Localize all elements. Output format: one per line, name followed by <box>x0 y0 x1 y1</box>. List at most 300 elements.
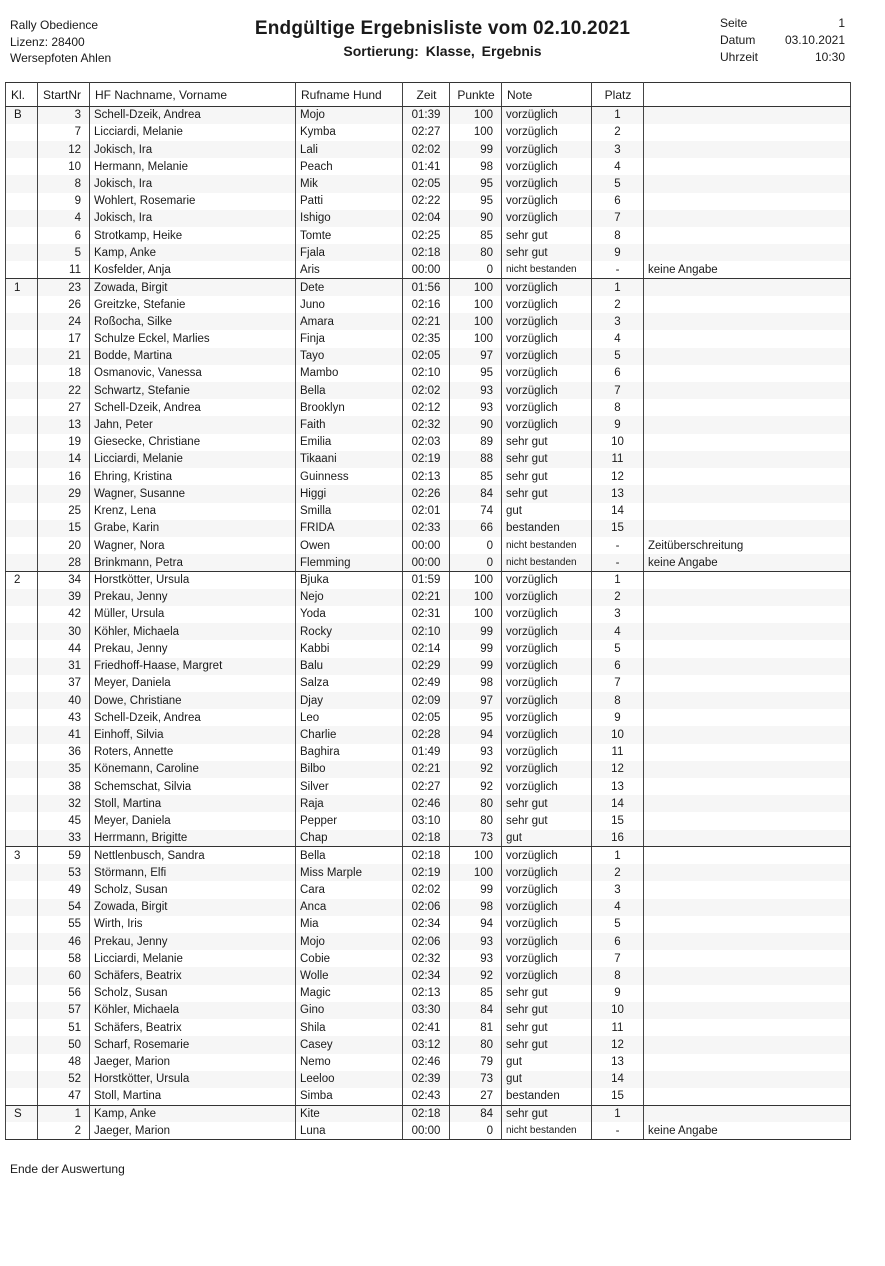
dog-name: Flemming <box>296 554 403 571</box>
class-label <box>6 244 38 261</box>
remark <box>644 158 851 175</box>
run-time: 03:10 <box>403 812 450 829</box>
meta-value: 10:30 <box>814 50 845 64</box>
remark <box>644 1002 851 1019</box>
start-number: 46 <box>38 933 90 950</box>
rank: 5 <box>592 348 644 365</box>
table-row <box>6 1054 851 1071</box>
grade: vorzüglich <box>502 933 592 950</box>
table-row <box>6 382 851 399</box>
rank: 2 <box>592 296 644 313</box>
class-label <box>6 175 38 192</box>
col-header-class: Kl. <box>6 83 38 107</box>
rank: 15 <box>592 812 644 829</box>
points: 0 <box>450 554 502 571</box>
grade: gut <box>502 830 592 847</box>
remark: keine Angabe <box>644 1122 851 1139</box>
table-row <box>6 399 851 416</box>
table-row <box>6 675 851 692</box>
rank: 16 <box>592 830 644 847</box>
col-header-grade: Note <box>502 83 592 107</box>
dog-name: Faith <box>296 416 403 433</box>
table-row <box>6 244 851 261</box>
results-body <box>6 107 851 1140</box>
dog-name: Mojo <box>296 933 403 950</box>
points: 98 <box>450 675 502 692</box>
grade: sehr gut <box>502 1036 592 1053</box>
run-time: 02:32 <box>403 950 450 967</box>
class-label <box>6 761 38 778</box>
remark <box>644 709 851 726</box>
handler-name: Jokisch, Ira <box>90 210 296 227</box>
handler-name: Dowe, Christiane <box>90 692 296 709</box>
class-label <box>6 382 38 399</box>
class-label <box>6 451 38 468</box>
run-time: 01:39 <box>403 107 450 124</box>
remark <box>644 107 851 124</box>
rank: 8 <box>592 227 644 244</box>
table-row <box>6 520 851 537</box>
table-row <box>6 141 851 158</box>
grade: vorzüglich <box>502 399 592 416</box>
col-header-rank: Platz <box>592 83 644 107</box>
start-number: 1 <box>38 1105 90 1122</box>
remark <box>644 812 851 829</box>
handler-name: Osmanovic, Vanessa <box>90 365 296 382</box>
run-time: 02:05 <box>403 175 450 192</box>
points: 93 <box>450 933 502 950</box>
start-number: 60 <box>38 967 90 984</box>
remark <box>644 1088 851 1105</box>
handler-name: Schwartz, Stefanie <box>90 382 296 399</box>
run-time: 02:34 <box>403 916 450 933</box>
dog-name: Rocky <box>296 623 403 640</box>
table-row <box>6 812 851 829</box>
start-number: 41 <box>38 726 90 743</box>
dog-name: Owen <box>296 537 403 554</box>
class-label <box>6 623 38 640</box>
table-row <box>6 589 851 606</box>
rank: 6 <box>592 193 644 210</box>
run-time: 02:33 <box>403 520 450 537</box>
rank: - <box>592 1122 644 1139</box>
table-row <box>6 468 851 485</box>
points: 79 <box>450 1054 502 1071</box>
table-row <box>6 709 851 726</box>
col-header-dog: Rufname Hund <box>296 83 403 107</box>
dog-name: Kabbi <box>296 640 403 657</box>
remark <box>644 744 851 761</box>
class-label <box>6 658 38 675</box>
rank: 7 <box>592 950 644 967</box>
dog-name: Baghira <box>296 744 403 761</box>
points: 0 <box>450 261 502 278</box>
dog-name: Gino <box>296 1002 403 1019</box>
start-number: 57 <box>38 1002 90 1019</box>
remark <box>644 485 851 502</box>
grade: sehr gut <box>502 795 592 812</box>
rank: 2 <box>592 124 644 141</box>
points: 93 <box>450 399 502 416</box>
run-time: 02:34 <box>403 967 450 984</box>
grade: vorzüglich <box>502 692 592 709</box>
table-row <box>6 365 851 382</box>
start-number: 20 <box>38 537 90 554</box>
start-number: 4 <box>38 210 90 227</box>
rank: 9 <box>592 416 644 433</box>
rank: 8 <box>592 692 644 709</box>
start-number: 58 <box>38 950 90 967</box>
remark <box>644 899 851 916</box>
handler-name: Roters, Annette <box>90 744 296 761</box>
handler-name: Prekau, Jenny <box>90 933 296 950</box>
grade: vorzüglich <box>502 141 592 158</box>
handler-name: Schäfers, Beatrix <box>90 1019 296 1036</box>
rank: 4 <box>592 623 644 640</box>
handler-name: Horstkötter, Ursula <box>90 1071 296 1088</box>
grade: vorzüglich <box>502 658 592 675</box>
start-number: 55 <box>38 916 90 933</box>
handler-name: Stoll, Martina <box>90 795 296 812</box>
table-row <box>6 158 851 175</box>
run-time: 02:41 <box>403 1019 450 1036</box>
remark <box>644 468 851 485</box>
points: 97 <box>450 692 502 709</box>
start-number: 6 <box>38 227 90 244</box>
run-time: 02:39 <box>403 1071 450 1088</box>
points: 100 <box>450 330 502 347</box>
start-number: 9 <box>38 193 90 210</box>
rank: - <box>592 554 644 571</box>
rank: 3 <box>592 606 644 623</box>
rank: 7 <box>592 210 644 227</box>
grade: vorzüglich <box>502 107 592 124</box>
start-number: 17 <box>38 330 90 347</box>
col-header-points: Punkte <box>450 83 502 107</box>
grade: vorzüglich <box>502 571 592 588</box>
run-time: 02:27 <box>403 778 450 795</box>
points: 95 <box>450 193 502 210</box>
class-label <box>6 830 38 847</box>
handler-name: Greitzke, Stefanie <box>90 296 296 313</box>
meta-label: Seite <box>720 16 748 30</box>
grade: vorzüglich <box>502 726 592 743</box>
rank: 10 <box>592 434 644 451</box>
start-number: 47 <box>38 1088 90 1105</box>
dog-name: Salza <box>296 675 403 692</box>
run-time: 02:05 <box>403 709 450 726</box>
remark <box>644 916 851 933</box>
dog-name: Amara <box>296 313 403 330</box>
rank: - <box>592 537 644 554</box>
table-row <box>6 210 851 227</box>
remark <box>644 313 851 330</box>
table-row <box>6 485 851 502</box>
points: 100 <box>450 571 502 588</box>
start-number: 48 <box>38 1054 90 1071</box>
start-number: 10 <box>38 158 90 175</box>
class-label <box>6 124 38 141</box>
table-row <box>6 416 851 433</box>
rank: 7 <box>592 382 644 399</box>
grade: vorzüglich <box>502 778 592 795</box>
handler-name: Hermann, Melanie <box>90 158 296 175</box>
remark <box>644 606 851 623</box>
handler-name: Wohlert, Rosemarie <box>90 193 296 210</box>
col-header-time: Zeit <box>403 83 450 107</box>
dog-name: Miss Marple <box>296 864 403 881</box>
class-label <box>6 881 38 898</box>
grade: vorzüglich <box>502 640 592 657</box>
start-number: 13 <box>38 416 90 433</box>
rank: 3 <box>592 141 644 158</box>
run-time: 02:02 <box>403 382 450 399</box>
dog-name: Cobie <box>296 950 403 967</box>
rank: 3 <box>592 881 644 898</box>
grade: sehr gut <box>502 451 592 468</box>
points: 73 <box>450 1071 502 1088</box>
handler-name: Grabe, Karin <box>90 520 296 537</box>
points: 73 <box>450 830 502 847</box>
rank: 4 <box>592 158 644 175</box>
handler-name: Wagner, Nora <box>90 537 296 554</box>
grade: vorzüglich <box>502 589 592 606</box>
grade: vorzüglich <box>502 675 592 692</box>
points: 100 <box>450 847 502 864</box>
handler-name: Köhler, Michaela <box>90 1002 296 1019</box>
handler-name: Horstkötter, Ursula <box>90 571 296 588</box>
class-label <box>6 503 38 520</box>
class-label <box>6 537 38 554</box>
meta-value: 03.10.2021 <box>784 33 845 47</box>
organizer-line: Rally Obedience <box>10 18 99 32</box>
class-label <box>6 812 38 829</box>
dog-name: Mambo <box>296 365 403 382</box>
remark <box>644 330 851 347</box>
run-time: 02:13 <box>403 985 450 1002</box>
start-number: 5 <box>38 244 90 261</box>
dog-name: Bella <box>296 847 403 864</box>
class-label <box>6 1019 38 1036</box>
class-label <box>6 795 38 812</box>
rank: 11 <box>592 744 644 761</box>
table-row <box>6 916 851 933</box>
remark <box>644 830 851 847</box>
handler-name: Jokisch, Ira <box>90 141 296 158</box>
handler-name: Herrmann, Brigitte <box>90 830 296 847</box>
handler-name: Schell-Dzeik, Andrea <box>90 709 296 726</box>
class-label <box>6 210 38 227</box>
class-label <box>6 933 38 950</box>
handler-name: Schulze Eckel, Marlies <box>90 330 296 347</box>
run-time: 02:26 <box>403 485 450 502</box>
grade: sehr gut <box>502 227 592 244</box>
rank: 6 <box>592 933 644 950</box>
remark <box>644 1071 851 1088</box>
rank: 8 <box>592 399 644 416</box>
table-row <box>6 554 851 571</box>
handler-name: Könemann, Caroline <box>90 761 296 778</box>
remark <box>644 589 851 606</box>
run-time: 00:00 <box>403 537 450 554</box>
remark <box>644 399 851 416</box>
class-label <box>6 589 38 606</box>
start-number: 33 <box>38 830 90 847</box>
run-time: 02:35 <box>403 330 450 347</box>
points: 99 <box>450 640 502 657</box>
remark <box>644 640 851 657</box>
rank: 15 <box>592 1088 644 1105</box>
points: 88 <box>450 451 502 468</box>
remark <box>644 658 851 675</box>
col-header-remark <box>644 83 851 107</box>
points: 100 <box>450 313 502 330</box>
class-label <box>6 1071 38 1088</box>
table-row <box>6 899 851 916</box>
grade: sehr gut <box>502 468 592 485</box>
start-number: 53 <box>38 864 90 881</box>
table-row <box>6 1036 851 1053</box>
remark: keine Angabe <box>644 554 851 571</box>
remark <box>644 244 851 261</box>
start-number: 40 <box>38 692 90 709</box>
handler-name: Licciardi, Melanie <box>90 451 296 468</box>
grade: sehr gut <box>502 1105 592 1122</box>
grade: vorzüglich <box>502 382 592 399</box>
points: 90 <box>450 416 502 433</box>
start-number: 36 <box>38 744 90 761</box>
run-time: 02:16 <box>403 296 450 313</box>
handler-name: Schell-Dzeik, Andrea <box>90 399 296 416</box>
grade: vorzüglich <box>502 313 592 330</box>
points: 100 <box>450 107 502 124</box>
rank: 10 <box>592 1002 644 1019</box>
class-label <box>6 606 38 623</box>
grade: gut <box>502 503 592 520</box>
table-row <box>6 451 851 468</box>
dog-name: Tomte <box>296 227 403 244</box>
handler-name: Scholz, Susan <box>90 985 296 1002</box>
dog-name: Aris <box>296 261 403 278</box>
run-time: 01:56 <box>403 279 450 296</box>
handler-name: Brinkmann, Petra <box>90 554 296 571</box>
rank: 8 <box>592 967 644 984</box>
run-time: 02:04 <box>403 210 450 227</box>
dog-name: FRIDA <box>296 520 403 537</box>
dog-name: Emilia <box>296 434 403 451</box>
remark <box>644 382 851 399</box>
points: 99 <box>450 658 502 675</box>
dog-name: Mik <box>296 175 403 192</box>
run-time: 00:00 <box>403 1122 450 1139</box>
handler-name: Zowada, Birgit <box>90 899 296 916</box>
run-time: 02:46 <box>403 795 450 812</box>
handler-name: Jaeger, Marion <box>90 1054 296 1071</box>
points: 100 <box>450 124 502 141</box>
dog-name: Brooklyn <box>296 399 403 416</box>
dog-name: Smilla <box>296 503 403 520</box>
remark <box>644 847 851 864</box>
run-time: 02:19 <box>403 864 450 881</box>
dog-name: Casey <box>296 1036 403 1053</box>
dog-name: Leeloo <box>296 1071 403 1088</box>
start-number: 27 <box>38 399 90 416</box>
points: 93 <box>450 744 502 761</box>
grade: nicht bestanden <box>502 537 592 554</box>
run-time: 00:00 <box>403 554 450 571</box>
remark: keine Angabe <box>644 261 851 278</box>
remark <box>644 141 851 158</box>
run-time: 02:22 <box>403 193 450 210</box>
handler-name: Meyer, Daniela <box>90 812 296 829</box>
col-header-handler: HF Nachname, Vorname <box>90 83 296 107</box>
start-number: 14 <box>38 451 90 468</box>
remark <box>644 864 851 881</box>
table-row <box>6 227 851 244</box>
run-time: 01:49 <box>403 744 450 761</box>
class-label <box>6 726 38 743</box>
start-number: 37 <box>38 675 90 692</box>
grade: gut <box>502 1071 592 1088</box>
grade: sehr gut <box>502 434 592 451</box>
points: 92 <box>450 761 502 778</box>
table-row <box>6 640 851 657</box>
rank: 9 <box>592 985 644 1002</box>
run-time: 02:21 <box>403 589 450 606</box>
grade: vorzüglich <box>502 916 592 933</box>
dog-name: Kymba <box>296 124 403 141</box>
dog-name: Bjuka <box>296 571 403 588</box>
remark <box>644 623 851 640</box>
run-time: 02:25 <box>403 227 450 244</box>
table-row <box>6 175 851 192</box>
points: 0 <box>450 537 502 554</box>
class-label <box>6 520 38 537</box>
class-label <box>6 864 38 881</box>
run-time: 02:49 <box>403 675 450 692</box>
remark <box>644 1105 851 1122</box>
start-number: 42 <box>38 606 90 623</box>
remark <box>644 279 851 296</box>
table-row <box>6 761 851 778</box>
rank: 12 <box>592 1036 644 1053</box>
start-number: 24 <box>38 313 90 330</box>
table-row <box>6 124 851 141</box>
grade: vorzüglich <box>502 847 592 864</box>
run-time: 02:43 <box>403 1088 450 1105</box>
dog-name: Charlie <box>296 726 403 743</box>
handler-name: Licciardi, Melanie <box>90 950 296 967</box>
handler-name: Bodde, Martina <box>90 348 296 365</box>
points: 66 <box>450 520 502 537</box>
class-label <box>6 313 38 330</box>
grade: bestanden <box>502 1088 592 1105</box>
points: 95 <box>450 365 502 382</box>
points: 85 <box>450 468 502 485</box>
dog-name: Balu <box>296 658 403 675</box>
class-label <box>6 1088 38 1105</box>
remark <box>644 296 851 313</box>
sort-info: Sortierung: Klasse, Ergebnis <box>343 43 542 59</box>
remark <box>644 571 851 588</box>
points: 92 <box>450 967 502 984</box>
remark <box>644 1036 851 1053</box>
table-row <box>6 830 851 847</box>
dog-name: Nemo <box>296 1054 403 1071</box>
grade: vorzüglich <box>502 416 592 433</box>
table-row <box>6 1105 851 1122</box>
points: 92 <box>450 778 502 795</box>
